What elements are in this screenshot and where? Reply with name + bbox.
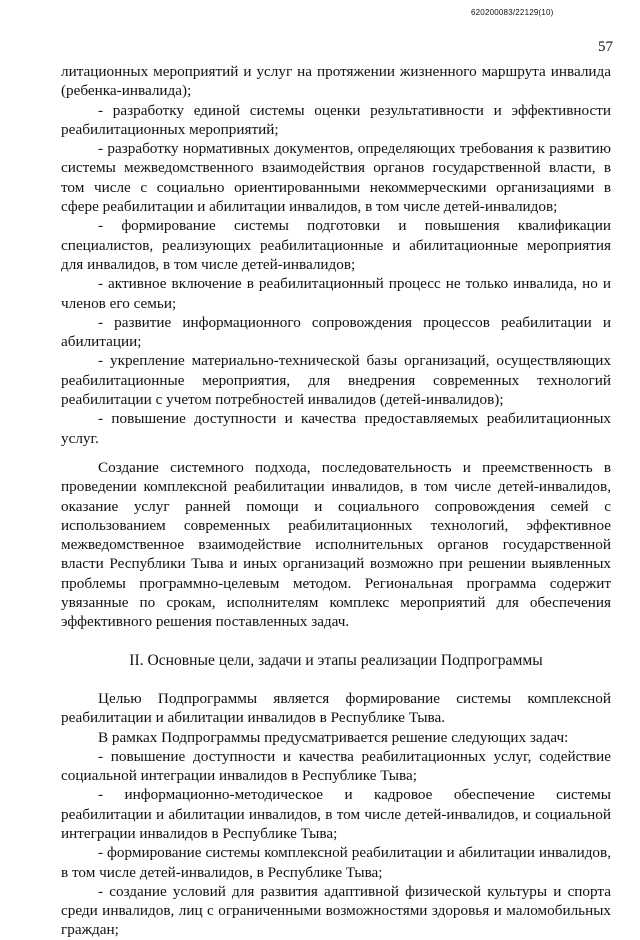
list-item: - формирование системы комплексной реабилитации и абилитации инвалидов, в том числе детей-инвалидов, в Республике Тыва; xyxy=(61,844,611,881)
document-body xyxy=(61,62,611,940)
list-item: - формирование системы подготовки и повышения квалификации специалистов, реализующих реабилитационные и абилитационные мероприятия для инвалидов, в том числе детей-инвалидов; xyxy=(61,217,611,273)
paragraph-continuation: литационных мероприятий и услуг на протяжении жизненного маршрута инвалида (ребенка-инвалида); xyxy=(61,63,611,100)
list-item: - повышение доступности и качества предоставляемых реабилитационных услуг. xyxy=(61,410,611,447)
section-heading: II. Основные цели, задачи и этапы реализации Подпрограммы xyxy=(129,651,543,669)
list-item: - разработку нормативных документов, определяющих требования к развитию системы межведомственного взаимодействия органов государственной власти, в том числе с социально ориентированными некоммерческими организациями в сфере реабилитации и абилитации инвалидов, в том числе детей-инвалидов; xyxy=(61,140,611,216)
list-item: - развитие информационного сопровождения процессов реабилитации и абилитации; xyxy=(61,313,611,351)
paragraph: Целью Подпрограммы является формирование системы комплексной реабилитации и абилитации инвалидов в Республике Тыва. xyxy=(61,689,611,727)
list-item: - укрепление материально-технической базы организаций, осуществляющих реабилитационные мероприятия, для внедрения современных технологий реабилитации с учетом потребностей инвалидов (детей-инвалидов); xyxy=(61,352,611,409)
list-item: - активное включение в реабилитационный процесс не только инвалида, но и членов его семьи; xyxy=(61,275,611,312)
list-item: - повышение доступности и качества реабилитационных услуг, содействие социальной интеграции инвалидов в Республике Тыва; xyxy=(61,747,611,785)
list-item: - информационно-методическое и кадровое обеспечение системы реабилитации и абилитации инвалидов, в том числе детей-инвалидов, и социальной интеграции инвалидов в Республике Тыва; xyxy=(61,786,611,842)
document-code: 620200083/22129(10) xyxy=(471,8,554,17)
list-item: - разработку единой системы оценки результативности и эффективности реабилитационных мероприятий; xyxy=(61,101,611,138)
page-number: 57 xyxy=(598,39,613,55)
paragraph: Создание системного подхода, последовательность и преемственность в проведении комплексной реабилитации инвалидов, в том числе детей-инвалидов, оказание услуг ранней помощи и социального сопровождения семей с использованием современных реабилитационных технологий, эффективное межведомственное взаимодействие исполнительных органов государственной власти Республики Тыва и иных организаций возможно при решении выявленных проблемы программно-целевым методом. Региональная программа содержит увязанные по срокам, исполнителям комплекс мероприятий для обеспечения эффективного решения поставленных задач. xyxy=(61,458,611,631)
list-item: - создание условий для развития адаптивной физической культуры и спорта среди инвалидов, лиц с ограниченными возможностями здоровья и маломобильных граждан; xyxy=(61,882,611,939)
paragraph: В рамках Подпрограммы предусматривается решение следующих задач: xyxy=(98,728,569,746)
